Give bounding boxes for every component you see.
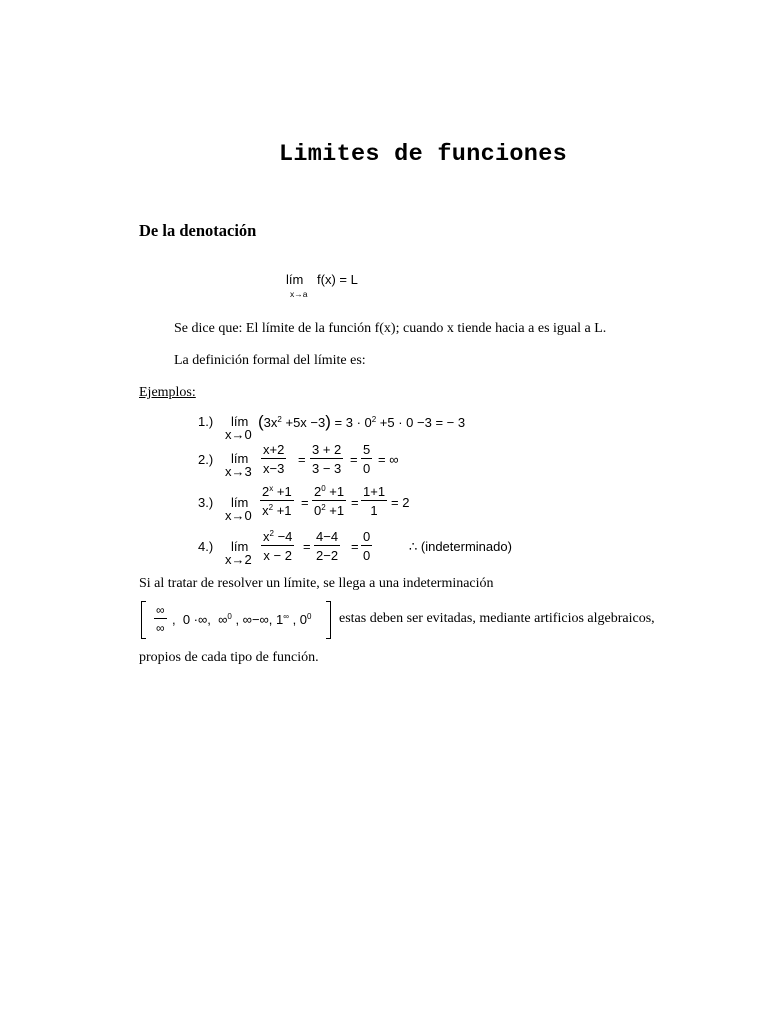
example-number: 4.) [198,539,214,554]
paragraph-function-types: propios de cada tipo de función. [139,650,319,665]
fraction: $\frac{2^0 +1}{0^2 +1}$ [314,484,345,518]
examples-heading: Ejemplos: [139,385,196,400]
fraction: $\frac{x+2}{x-3}$ [263,442,285,476]
paragraph-definition: Se dice que: El límite de la función f(x); cuando x tiende hacia a es igual a L. [174,321,607,336]
result: = 2 [391,495,410,510]
lim-approach: x→0 [225,508,252,523]
lim-subscript: x→a [290,289,308,299]
forms-list: , 0 ·∞, ∞$^0$ , ∞−∞, 1∞ , $0^0$ [172,612,312,627]
limit-notation [286,272,358,299]
fraction: $\frac{5}{0}$ [363,442,371,476]
lim-label: lím [231,539,249,554]
example-number: 2.) [198,452,214,467]
lim-label: lím [231,451,249,466]
lim-label: lím [231,495,249,510]
example-number: 3.) [198,495,214,510]
lim-expression: f(x) = L [317,272,358,287]
fraction: $\frac{3 + 2}{3 - 3}$ [312,442,342,476]
page-title: Limites de funciones [278,141,568,168]
expression: $(3x^2 +5x -3) = 3 \cdot 0^2 +5 \cdot 0 -3$ = − 3 [258,412,466,431]
lim-label: lím [286,272,304,287]
fraction: $\frac{4-4}{2-2}$ [316,529,339,563]
section-heading: De la denotación [139,221,257,240]
infinity-over-infinity: ∞ ∞ [156,603,165,635]
paragraph-avoid: estas deben ser evitadas, mediante artificios algebraicos, [339,611,655,626]
lim-approach: x→0 [225,427,252,442]
right-bracket [326,601,331,639]
example-number: 1.) [198,414,214,429]
paragraph-indeterminacy: Si al tratar de resolver un límite, se llega a una indeterminación [139,576,494,591]
fraction: $\frac{0}{0}$ [363,529,371,563]
lim-approach: x→2 [225,552,252,567]
lim-label: lím [231,414,249,429]
fraction: $\frac{1+1}{1}$ [363,484,386,518]
lim-approach: x→3 [225,464,252,479]
fraction: $\frac{2^x +1}{x^2 +1}$ [262,484,292,518]
left-bracket [141,601,146,639]
result: = ∞ [378,452,399,467]
paragraph-formal: La definición formal del límite es: [174,353,366,368]
fraction: $\frac{x^2 -4}{x - 2}$ [263,529,293,563]
indeterminate-note: ∴ (indeterminado) [409,539,512,554]
